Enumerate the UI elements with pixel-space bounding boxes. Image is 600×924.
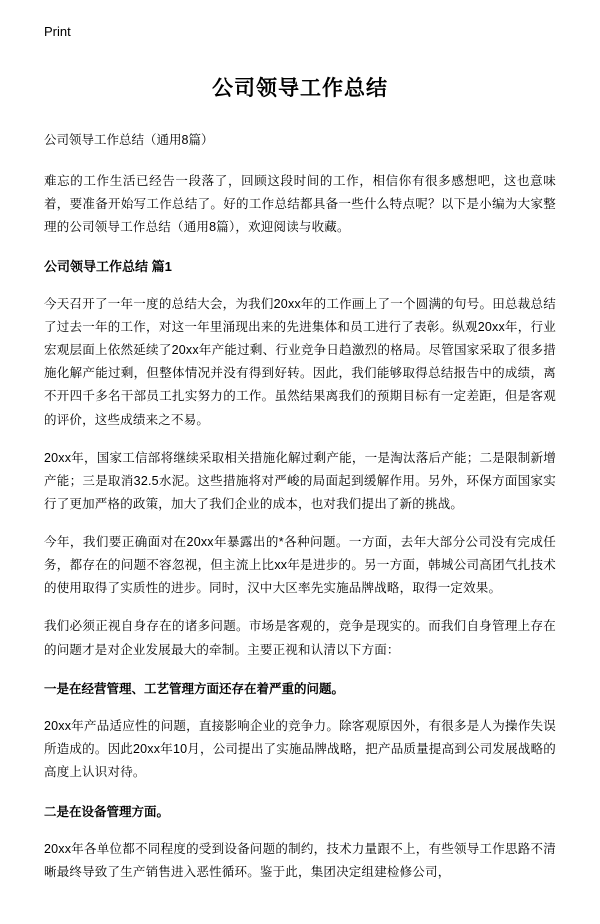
body-paragraph: 20xx年，国家工信部将继续采取相关措施化解过剩产能，一是淘汰落后产能；二是限制新增产能；三是取消32.5水泥。这些措施将对严峻的局面起到缓解作用。另外，环保方面国家实行了更加严格的政策，加大了我们企业的成本，也对我们提出了新的挑战。 xyxy=(44,450,556,511)
body-paragraph: 20xx年各单位都不同程度的受到设备问题的制约，技术力量跟不上，有些领导工作思路不清晰最终导致了生产销售进入恶性循环。鉴于此，集团决定组建检修公司， xyxy=(44,842,556,880)
subsection-heading: 一是在经营管理、工艺管理方面还存在着严重的问题。 xyxy=(44,681,345,696)
document-subtitle: 公司领导工作总结（通用8篇） xyxy=(44,132,214,147)
body-paragraph: 今年，我们要正确面对在20xx年暴露出的*各种问题。一方面，去年大部分公司没有完成任务，都存在的问题不容忽视，但主流上比xx年是进步的。另一方面，韩城公司高团气扎技术的使用取得了实质性的进步。同时，汉中大区率先实施品牌战略，取得一定效果。 xyxy=(44,535,556,596)
print-button[interactable]: Print xyxy=(44,24,71,39)
page-title: 公司领导工作总结 xyxy=(212,76,388,100)
subsection-heading: 二是在设备管理方面。 xyxy=(44,804,170,819)
body-paragraph: 今天召开了一年一度的总结大会，为我们20xx年的工作画上了一个圆满的句号。田总裁总结了过去一年的工作，对这一年里涌现出来的先进集体和员工进行了表彰。纵观20xx年，行业宏观层面上依然延续了20xx年产能过剩、行业竞争日趋激烈的格局。尽管国家采取了很多措施化解产能过剩，但整体情况并没有得到好转。因此，我们能够取得总结报告中的成绩，离不开四千多名干部员工扎实努力的工作。虽然结果离我们的预期目标有一定差距，但是客观的评价，这些成绩来之不易。 xyxy=(44,296,556,427)
body-paragraph: 我们必须正视自身存在的诸多问题。市场是客观的，竞争是现实的。而我们自身管理上存在的问题才是对企业发展最大的牵制。主要正视和认清以下方面： xyxy=(44,619,556,657)
intro-paragraph: 难忘的工作生活已经告一段落了，回顾这段时间的工作，相信你有很多感想吧，这也意味着，要准备开始写工作总结了。好的工作总结都具备一些什么特点呢？以下是小编为大家整理的公司领导工作总结（通用8篇），欢迎阅读与收藏。 xyxy=(44,173,556,234)
page-bottom-spacer xyxy=(44,884,556,924)
section-heading: 公司领导工作总结 篇1 xyxy=(44,259,172,275)
body-paragraph: 20xx年产品适应性的问题，直接影响企业的竞争力。除客观原因外，有很多是人为操作失误所造成的。因此20xx年10月，公司提出了实施品牌战略，把产品质量提高到公司发展战略的高度上认识对待。 xyxy=(44,719,556,780)
